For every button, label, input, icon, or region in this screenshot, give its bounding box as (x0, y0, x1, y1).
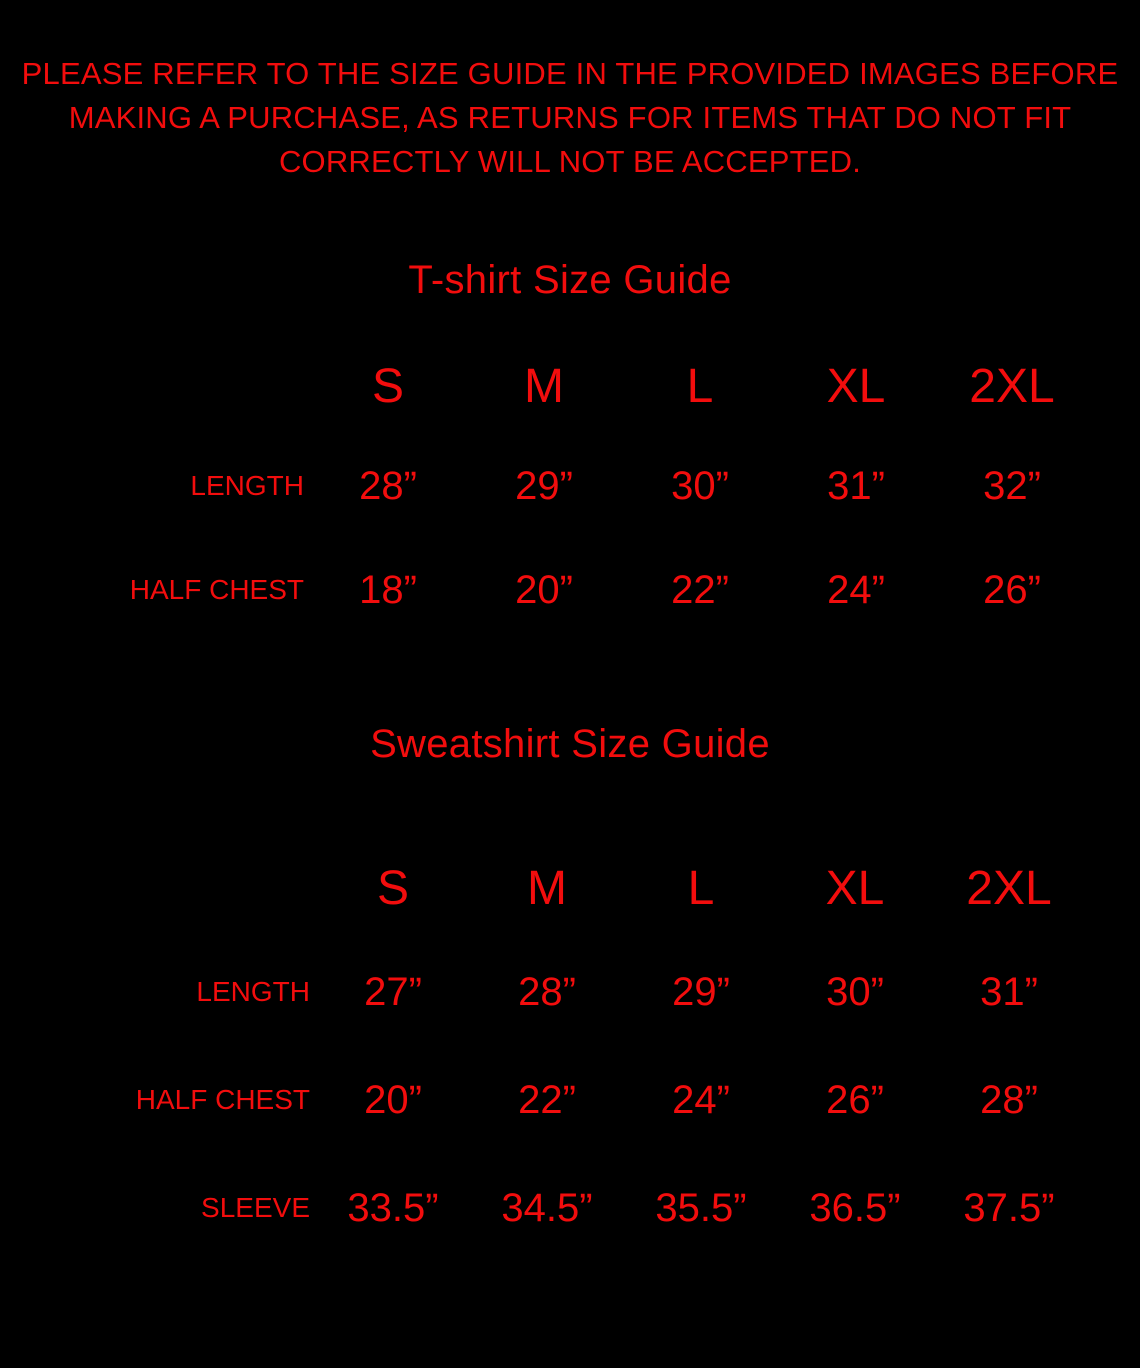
tshirt-length-2xl: 32” (983, 463, 1041, 508)
tshirt-length-s: 28” (359, 463, 417, 508)
corner-cell (66, 838, 316, 938)
sweatshirt-size-table (66, 838, 1086, 1262)
sweat-sleeve-s: 33.5” (347, 1185, 439, 1230)
table-row (66, 1154, 1086, 1262)
tshirt-halfchest-s: 18” (359, 567, 417, 612)
row-label-half-chest: HALF CHEST (135, 1084, 310, 1115)
row-label-length: LENGTH (196, 976, 310, 1007)
sweat-length-2xl: 31” (980, 969, 1038, 1014)
size-header-2xl: 2XL (969, 359, 1055, 413)
sweat-length-m: 28” (518, 969, 576, 1014)
sweat-halfchest-s: 20” (364, 1077, 422, 1122)
sweat-halfchest-2xl: 28” (980, 1077, 1038, 1122)
tshirt-halfchest-2xl: 26” (983, 567, 1041, 612)
sweat-length-xl: 30” (826, 969, 884, 1014)
size-header-s: S (371, 359, 404, 413)
tshirt-length-l: 30” (671, 463, 729, 508)
size-header-xl: XL (826, 359, 886, 413)
sweat-size-header-2xl: 2XL (966, 861, 1052, 915)
sweat-size-header-m: M (527, 861, 567, 915)
sweat-sleeve-l: 35.5” (655, 1185, 747, 1230)
size-header-m: M (524, 359, 564, 413)
tshirt-halfchest-xl: 24” (827, 567, 885, 612)
sweat-size-header-l: L (687, 861, 715, 915)
sweat-length-s: 27” (364, 969, 422, 1014)
sweat-sleeve-2xl: 37.5” (963, 1185, 1055, 1230)
corner-cell (60, 338, 310, 434)
row-label-sleeve: SLEEVE (201, 1192, 310, 1223)
sweat-size-header-xl: XL (825, 861, 885, 915)
sweat-sleeve-xl: 36.5” (809, 1185, 901, 1230)
table-header-row (66, 838, 1086, 938)
sweat-size-header-s: S (376, 861, 409, 915)
tshirt-length-xl: 31” (827, 463, 885, 508)
sweat-halfchest-xl: 26” (826, 1077, 884, 1122)
row-label-length: LENGTH (190, 470, 304, 501)
tshirt-halfchest-m: 20” (515, 567, 573, 612)
table-header-row (60, 338, 1090, 434)
tshirt-size-table (60, 338, 1090, 642)
returns-notice: PLEASE REFER TO THE SIZE GUIDE IN THE PROVIDED IMAGES BEFORE MAKING A PURCHASE, AS RETURNS FOR ITEMS THAT DO NOT FIT CORRECTLY WILL NOT BE ACCEPTED. (21, 56, 1119, 179)
sweatshirt-section-title: Sweatshirt Size Guide (370, 722, 770, 766)
sweat-sleeve-m: 34.5” (501, 1185, 593, 1230)
sweat-halfchest-m: 22” (518, 1077, 576, 1122)
table-row (66, 1046, 1086, 1154)
size-header-l: L (686, 359, 714, 413)
tshirt-length-m: 29” (515, 463, 573, 508)
tshirt-section-title: T-shirt Size Guide (408, 258, 732, 302)
table-row (60, 434, 1090, 538)
table-row (66, 938, 1086, 1046)
tshirt-halfchest-l: 22” (671, 567, 729, 612)
row-label-half-chest: HALF CHEST (129, 574, 304, 605)
sweat-halfchest-l: 24” (672, 1077, 730, 1122)
table-row (60, 538, 1090, 642)
sweat-length-l: 29” (672, 969, 730, 1014)
